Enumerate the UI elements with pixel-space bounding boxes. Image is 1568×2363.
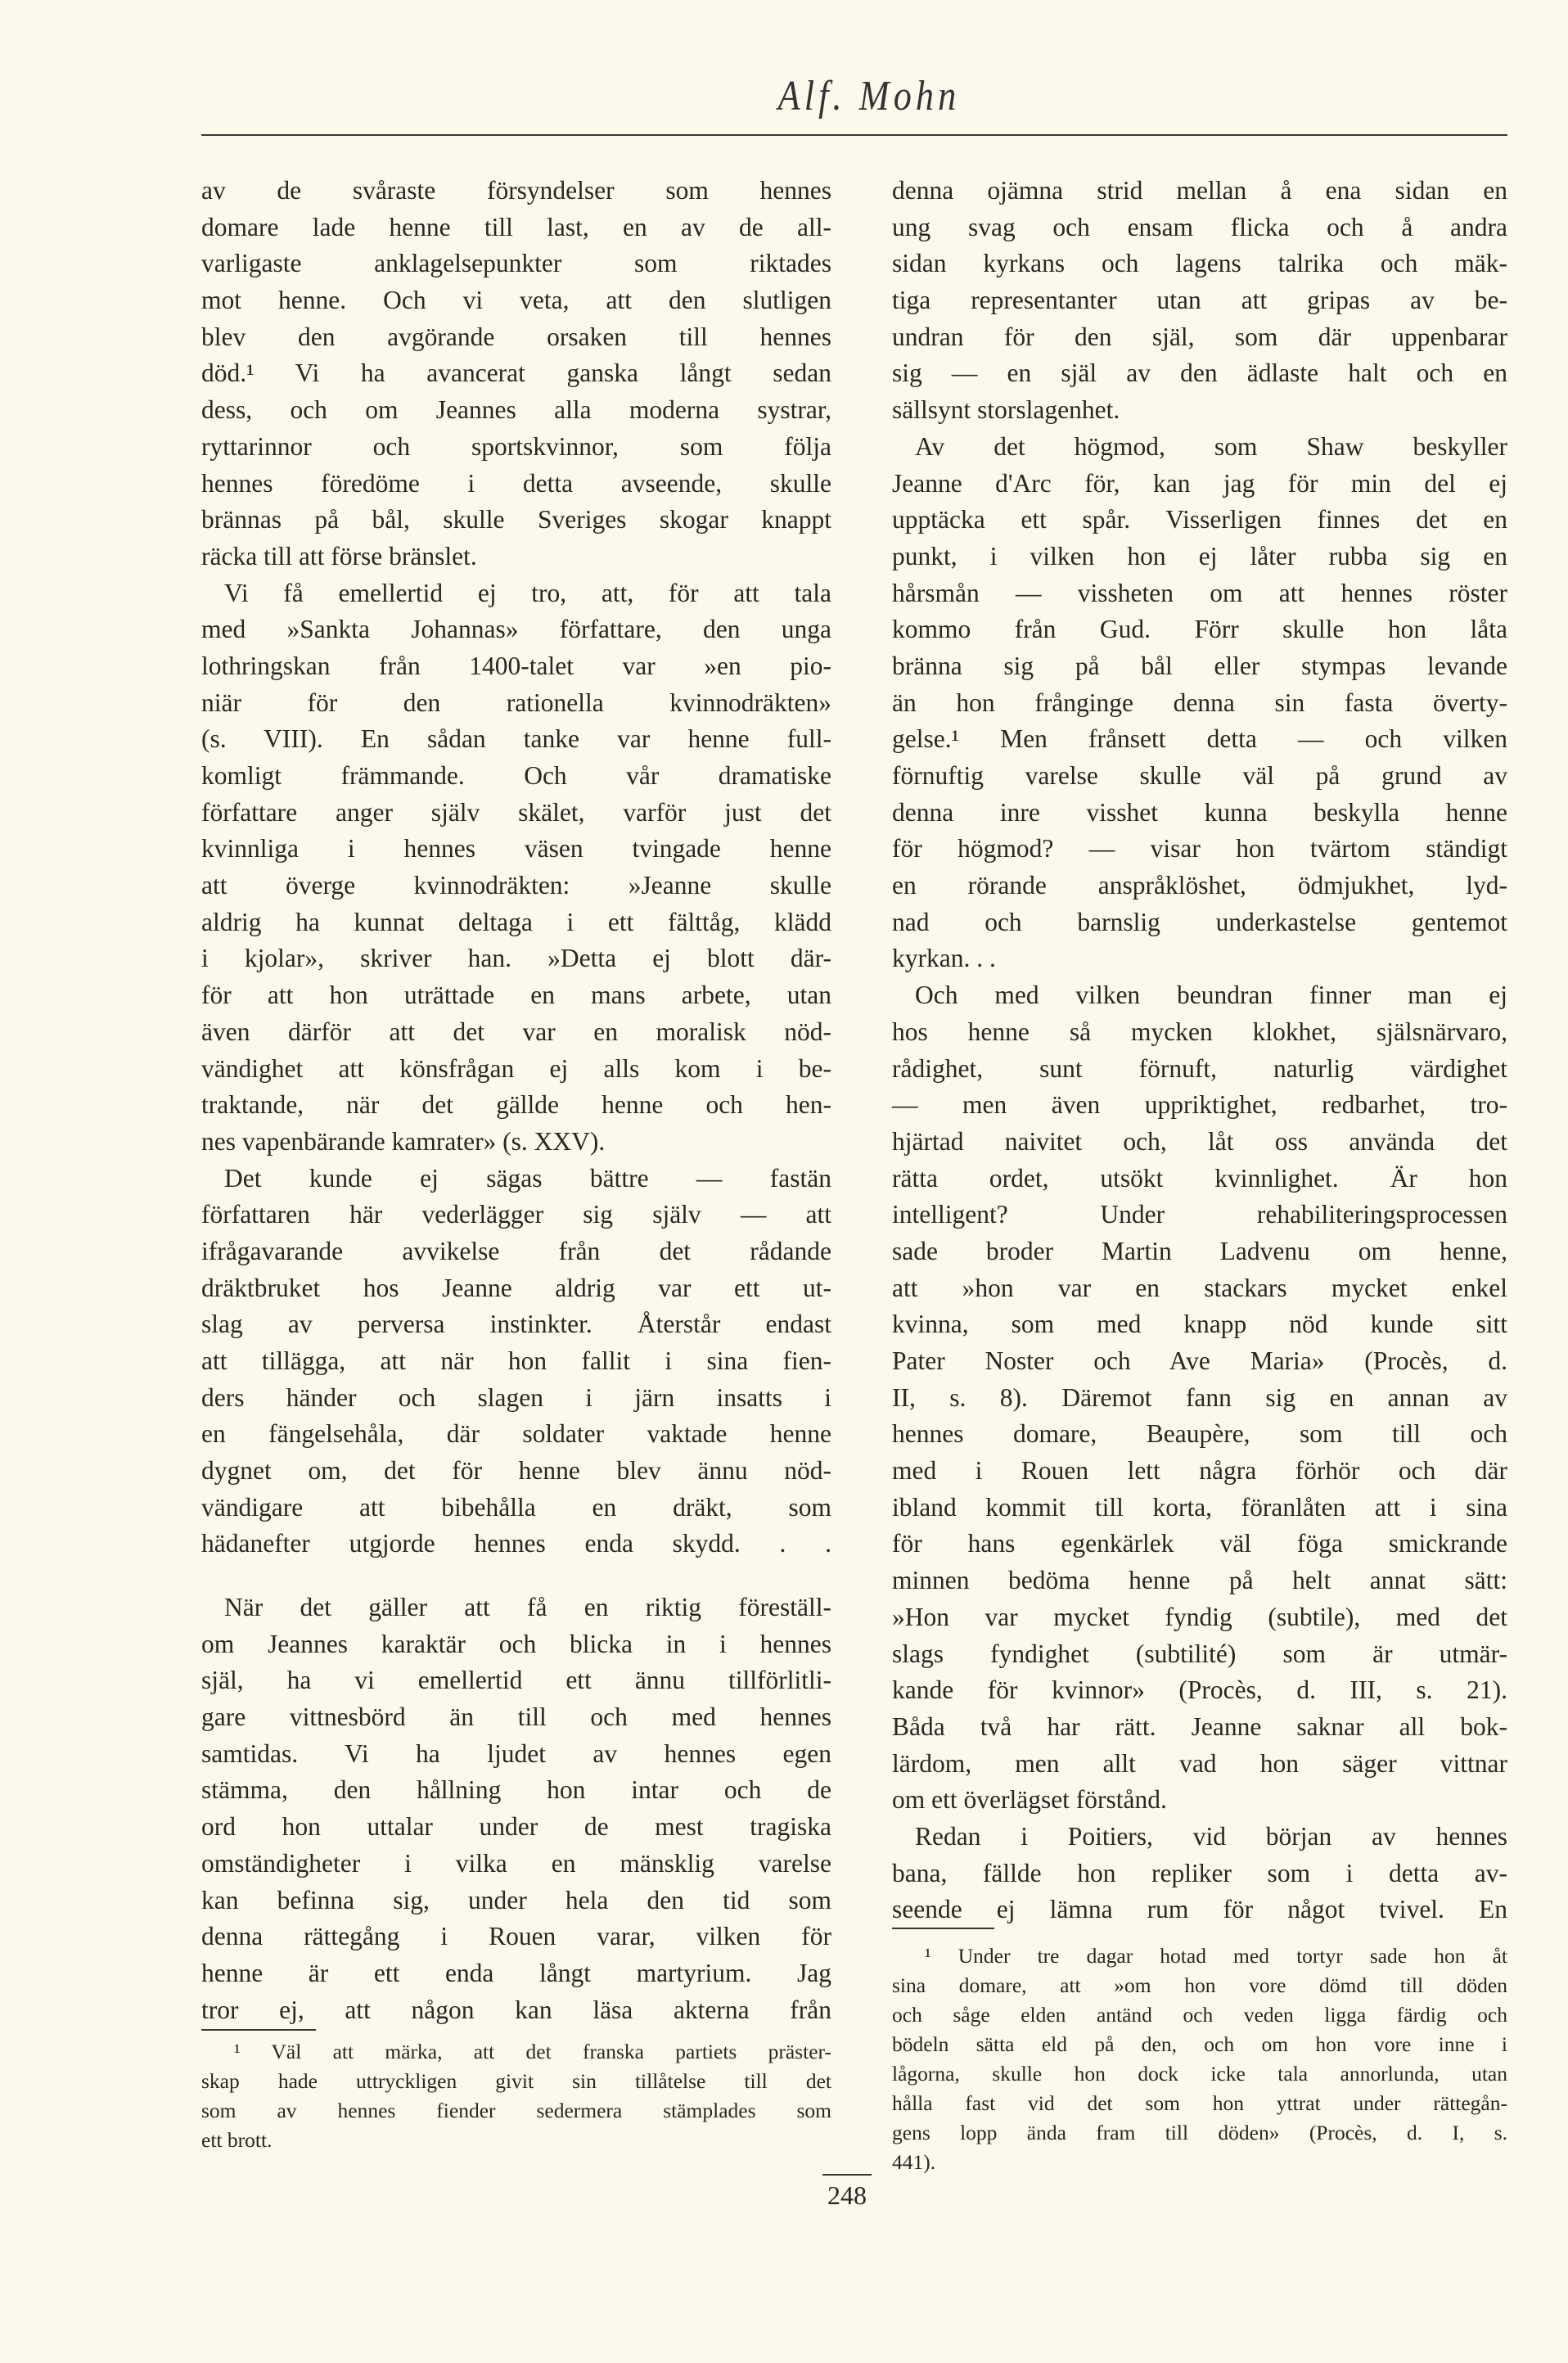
text-line: sällsynt storslagenhet. [892,395,1120,425]
text-line: tror ej, att någon kan läsa akterna från [201,1995,831,2024]
text-line: gelse.¹ Men frånsett detta — och vilken [892,724,1507,754]
left-footnote [201,2037,831,2155]
text-line: hädanefter utgjorde hennes enda skydd. . . [201,1529,831,1558]
text-line: nad och barnslig underkastelse gentemot [892,907,1507,936]
text-line: vändigare att bibehålla en dräkt, som [201,1492,831,1522]
text-line: dräktbruket hos Jeanne aldrig var ett ut- [201,1273,831,1302]
text-line: kyrkan. . . [892,944,996,973]
text-line: än hon frånginge denna sin fasta överty- [892,688,1507,717]
footnote-line: skap hade uttryckligen givit sin tillåtelse till det [201,2069,831,2093]
text-line: sig — en själ av den ädlaste halt och en [892,359,1507,388]
text-line: räcka till att förse bränslet. [201,541,477,570]
text-line: »Hon var mycket fyndig (subtile), med det [892,1602,1507,1631]
text-line: Det kunde ej sägas bättre — fastän [224,1163,831,1193]
text-line: ibland kommit till korta, föranlåten att i sina [892,1492,1507,1522]
text-line: domare lade henne till last, en av de all- [201,212,831,241]
text-line: niär för den rationella kvinnodräkten» [201,688,831,717]
text-line: varligaste anklagelsepunkter som riktades [201,249,831,278]
text-line: intelligent? Under rehabiliteringsprocessen [892,1200,1507,1229]
text-line: själ, ha vi emellertid ett ännu tillförlitli- [201,1666,831,1695]
text-line: en rörande anspråklöshet, ödmjukhet, lyd- [892,871,1507,900]
text-line: (s. VIII). En sådan tanke var henne full- [201,724,831,754]
text-line: dess, och om Jeannes alla moderna systrar, [201,395,831,425]
text-line: denna ojämna strid mellan å ena sidan en [892,176,1507,205]
text-line: lärdom, men allt vad hon säger vittnar [892,1748,1507,1778]
text-line: en fängelsehåla, där soldater vaktade henne [201,1419,831,1449]
right-footnote-rule [892,1928,994,1929]
text-line: denna rättegång i Rouen varar, vilken för [201,1922,831,1951]
text-line: bränna sig på bål eller stympas levande [892,651,1507,680]
left-column-text-block-2 [201,1590,831,2028]
text-line: i kjolar», skriver han. »Detta ej blott där- [201,944,831,973]
footnote-line: lågorna, skulle hon dock icke tala annorlunda, utan [892,2062,1507,2086]
text-line: kande för kvinnor» (Procès, d. III, s. 21). [892,1675,1507,1705]
text-line: bana, fällde hon repliker som i detta av- [892,1858,1507,1887]
text-line: nes vapenbärande kamrater» (s. XXV). [201,1126,606,1156]
text-line: Båda två har rätt. Jeanne saknar all bok- [892,1711,1507,1741]
text-line: gare vittnesbörd än till och med hennes [201,1702,831,1732]
text-line: även därför att det var en moralisk nöd- [201,1017,831,1046]
text-line: henne är ett enda långt martyrium. Jag [201,1958,831,1987]
footnote-line: bödeln sätta eld på den, och om hon vore inne i [892,2032,1507,2056]
text-line: mot henne. Och vi veta, att den slutligen [201,286,831,315]
page-number-rule [822,2174,872,2176]
text-line: sidan kyrkans och lagens talrika och mäk- [892,249,1507,278]
text-line: samtidas. Vi ha ljudet av hennes egen [201,1738,831,1768]
text-line: rådighet, sunt förnuft, naturlig värdighet [892,1053,1507,1083]
footnote-line: sina domare, att »om hon vore dömd till döden [892,1973,1507,1997]
text-line: stämma, den hållning hon intar och de [201,1775,831,1805]
text-line: för högmod? — visar hon tvärtom ständigt [892,834,1507,864]
footnote-line: ¹ Väl att märka, att det franska partiets präster- [234,2040,831,2063]
running-header-author: Alf. Mohn [777,73,961,120]
text-line: att tillägga, att när hon fallit i sina fien- [201,1346,831,1375]
text-line: lothringskan från 1400-talet var »en pio- [201,651,831,680]
text-line: sade broder Martin Ladvenu om henne, [892,1236,1507,1265]
text-line: om Jeannes karaktär och blicka in i hennes [201,1629,831,1658]
footnote-line: som av hennes fiender sedermera stämplades som [201,2099,831,2122]
text-line: att »hon var en stackars mycket enkel [892,1273,1507,1302]
text-line: Pater Noster och Ave Maria» (Procès, d. [892,1346,1507,1375]
text-line: Vi få emellertid ej tro, att, för att tala [224,578,831,607]
header-rule [201,134,1507,136]
text-line: att överge kvinnodräkten: »Jeanne skulle [201,871,831,900]
text-line: hos henne så mycken klokhet, själsnärvaro, [892,1017,1507,1046]
text-line: hårsmån — vissheten om att hennes röster [892,578,1507,607]
text-line: — men även uppriktighet, redbarhet, tro- [892,1090,1507,1120]
text-line: slag av perversa instinkter. Återstår endast [201,1310,831,1339]
text-line: med »Sankta Johannas» författare, den unga [201,615,831,644]
text-line: författare anger själv skälet, varför just det [201,797,831,827]
text-line: Jeanne d'Arc för, kan jag för min del ej [892,468,1507,498]
text-line: ders händer och slagen i järn insatts i [201,1382,831,1412]
text-line: förnuftig varelse skulle väl på grund av [892,761,1507,790]
text-line: undran för den själ, som där uppenbarar [892,322,1507,351]
text-line: Redan i Poitiers, vid början av hennes [915,1821,1507,1851]
text-line: ung svag och ensam flicka och å andra [892,212,1507,241]
text-line: kvinna, som med knapp nöd kunde sitt [892,1310,1507,1339]
footnote-line: gens lopp ända fram till döden» (Procès, d. I, s. [892,2121,1507,2144]
left-footnote-rule [201,2029,316,2031]
text-line: ryttarinnor och sportskvinnor, som följa [201,431,831,461]
text-line: hjärtad naivitet och, låt oss använda det [892,1126,1507,1156]
text-line: dygnet om, det för henne blev ännu nöd- [201,1456,831,1486]
footnote-line: hålla fast vid det som hon yttrat under rättegån- [892,2091,1507,2115]
text-line: rätta ordet, utsökt kvinnlighet. Är hon [892,1163,1507,1193]
text-line: II, s. 8). Däremot fann sig en annan av [892,1382,1507,1412]
text-line: med i Rouen lett några förhör och där [892,1456,1507,1486]
text-line: tiga representanter utan att gripas av be- [892,286,1507,315]
text-line: ifrågavarande avvikelse från det rådande [201,1236,831,1265]
text-line: upptäcka ett spår. Visserligen finnes det en [892,505,1507,534]
text-line: minnen bedöma henne på helt annat sätt: [892,1566,1507,1595]
text-line: för hans egenkärlek väl föga smickrande [892,1529,1507,1558]
text-line: komligt främmande. Och vår dramatiske [201,761,831,790]
text-line: När det gäller att få en riktig föreställ- [224,1593,831,1621]
text-line: ord hon uttalar under de mest tragiska [201,1812,831,1842]
text-line: hennes domare, Beaupère, som till och [892,1419,1507,1449]
text-line: hennes föredöme i detta avseende, skulle [201,468,831,498]
text-line: slags fyndighet (subtilité) som är utmär- [892,1639,1507,1668]
text-line: kan befinna sig, under hela den tid som [201,1885,831,1914]
text-line: Och med vilken beundran finner man ej [915,981,1507,1010]
right-column-text-block [892,173,1507,1928]
footnote-line: och såge elden antänd och veden ligga färdig och [892,2003,1507,2027]
text-line: omständigheter i vilka en mänsklig varelse [201,1848,831,1878]
text-line: blev den avgörande orsaken till hennes [201,322,831,351]
text-line: författaren här vederlägger sig själv — att [201,1200,831,1229]
footnote-line: 441). [892,2150,936,2174]
left-column-text-block-1 [201,173,831,1563]
text-line: av de svåraste försyndelser som hennes [201,176,831,205]
text-line: Av det högmod, som Shaw beskyller [915,431,1507,461]
text-line: om ett överlägset förstånd. [892,1785,1167,1815]
text-line: kvinnliga i hennes väsen tvingade henne [201,834,831,864]
text-line: punkt, i vilken hon ej låter rubba sig en [892,541,1507,570]
text-line: vändighet att könsfrågan ej alls kom i be- [201,1053,831,1083]
text-line: seende ej lämna rum för något tvivel. En [892,1895,1507,1924]
text-line: denna inre visshet kunna beskylla henne [892,797,1507,827]
right-footnote [892,1941,1507,2177]
footnote-line: ¹ Under tre dagar hotad med tortyr sade hon åt [925,1944,1507,1968]
page-number: 248 [827,2180,867,2210]
text-line: för att hon uträttade en mans arbete, utan [201,981,831,1010]
text-line: kommo från Gud. Förr skulle hon låta [892,615,1507,644]
text-line: traktande, när det gällde henne och hen- [201,1090,831,1120]
text-line: brännas på bål, skulle Sveriges skogar knappt [201,505,831,534]
text-line: död.¹ Vi ha avancerat ganska långt sedan [201,359,831,388]
footnote-line: ett brott. [201,2128,273,2152]
text-line: aldrig ha kunnat deltaga i ett fälttåg, klädd [201,907,831,936]
